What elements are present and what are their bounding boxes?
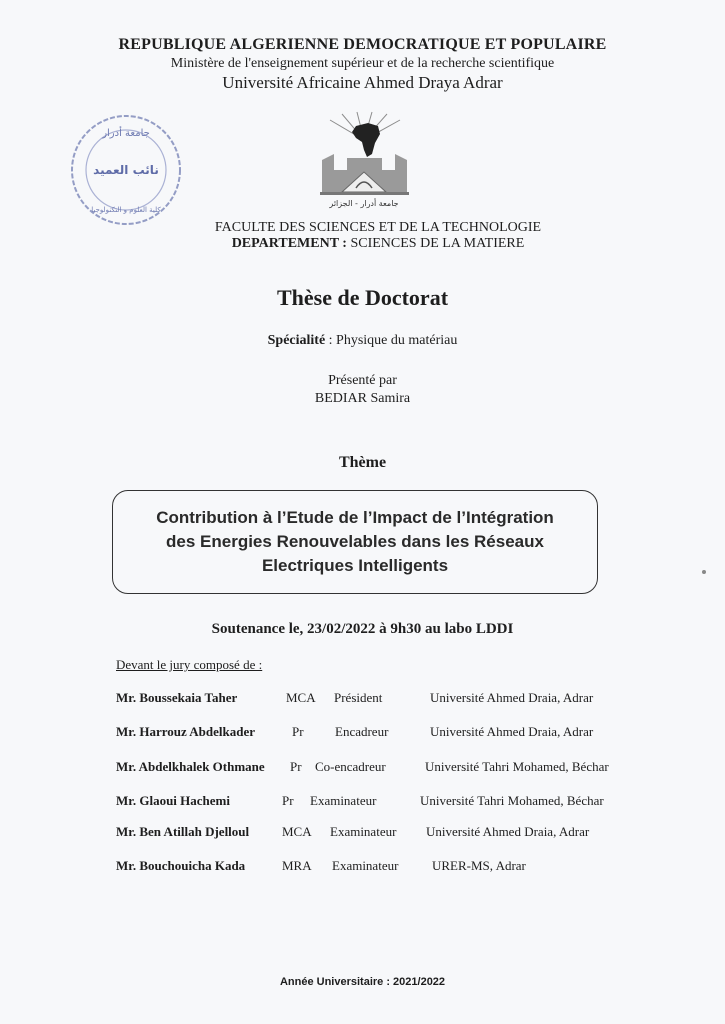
jury-member-grade: Pr [290,759,302,774]
university-logo [312,110,417,210]
jury-member-institution: Université Ahmed Draia, Adrar [430,724,594,739]
logo-caption: جامعة أدرار - الجزائر [329,199,399,208]
jury-member-name: Mr. Harrouz Abdelkader [116,724,256,739]
specialty-line [0,333,725,349]
specialty-label: Spécialité [267,333,326,348]
scan-speck [702,570,706,574]
jury-member-role: Examinateur [332,858,399,873]
jury-member-row [0,690,725,710]
department-value: SCIENCES DE LA MATIERE [346,236,525,251]
jury-member-institution: URER-MS, Adrar [432,858,526,873]
jury-member-role: Président [334,690,383,705]
theme-line: Contribution à l’Etude de l’Impact de l’Intégration [156,508,554,527]
ministry-line: Ministère de l'enseignement supérieur et de la recherche scientifique [170,56,555,71]
jury-member-grade: Pr [282,793,294,808]
jury-member-grade: MRA [282,858,312,873]
academic-year: Année Universitaire : 2021/2022 [279,976,446,988]
jury-member-role: Co-encadreur [315,759,386,774]
jury-member-row [0,724,725,744]
jury-member-name: Mr. Boussekaia Taher [116,690,238,705]
stamp-top-text: جامعة أدرار [102,128,150,139]
jury-member-role: Examinateur [310,793,377,808]
presented-block [0,372,725,408]
jury-member-role: Examinateur [330,824,397,839]
theme-label: Thème [338,454,387,471]
author-name: BEDIAR Samira [314,391,411,406]
jury-member-institution: Université Ahmed Draia, Adrar [426,824,590,839]
jury-member-grade: Pr [292,724,304,739]
jury-member-name: Mr. Ben Atillah Djelloul [116,824,250,839]
university-name: Université Africaine Ahmed Draya Adrar [222,73,503,92]
stamp-bottom-text: كلية العلوم و التكنولوجيا [91,206,161,214]
jury-member-name: Mr. Glaoui Hachemi [116,793,230,808]
theme-box [112,490,598,594]
jury-member-name: Mr. Abdelkhalek Othmane [116,759,265,774]
jury-member-institution: Université Tahri Mohamed, Béchar [420,793,604,808]
specialty-value: : Physique du matériau [325,333,458,348]
presented-by-label: Présenté par [328,373,397,388]
jury-member-row [0,858,725,878]
stamp-center-text: نائب العميد [93,163,159,177]
department-label: DEPARTEMENT : [231,236,347,251]
theme-line: Electriques Intelligents [261,556,449,575]
official-stamp [68,112,184,228]
jury-heading: Devant le jury composé de : [116,657,263,672]
department-line [198,236,558,252]
republic-heading: REPUBLIQUE ALGERIENNE DEMOCRATIQUE ET POPULAIRE [118,36,607,53]
jury-member-row [0,824,725,844]
defense-line: Soutenance le, 23/02/2022 à 9h30 au labo LDDI [211,621,514,637]
jury-member-grade: MCA [286,690,316,705]
jury-member-row [0,793,725,813]
africa-map-icon [352,123,380,157]
jury-member-institution: Université Ahmed Draia, Adrar [430,690,594,705]
jury-member-role: Encadreur [335,724,389,739]
thesis-title: Thèse de Doctorat [276,285,449,310]
faculty-block [198,220,558,252]
jury-member-name: Mr. Bouchouicha Kada [116,858,246,873]
jury-member-institution: Université Tahri Mohamed, Béchar [425,759,609,774]
jury-member-grade: MCA [282,824,312,839]
theme-line: des Energies Renouvelables dans les Réseaux [166,532,544,551]
faculty-name: FACULTE DES SCIENCES ET DE LA TECHNOLOGIE [214,220,542,235]
jury-member-row [0,759,725,779]
